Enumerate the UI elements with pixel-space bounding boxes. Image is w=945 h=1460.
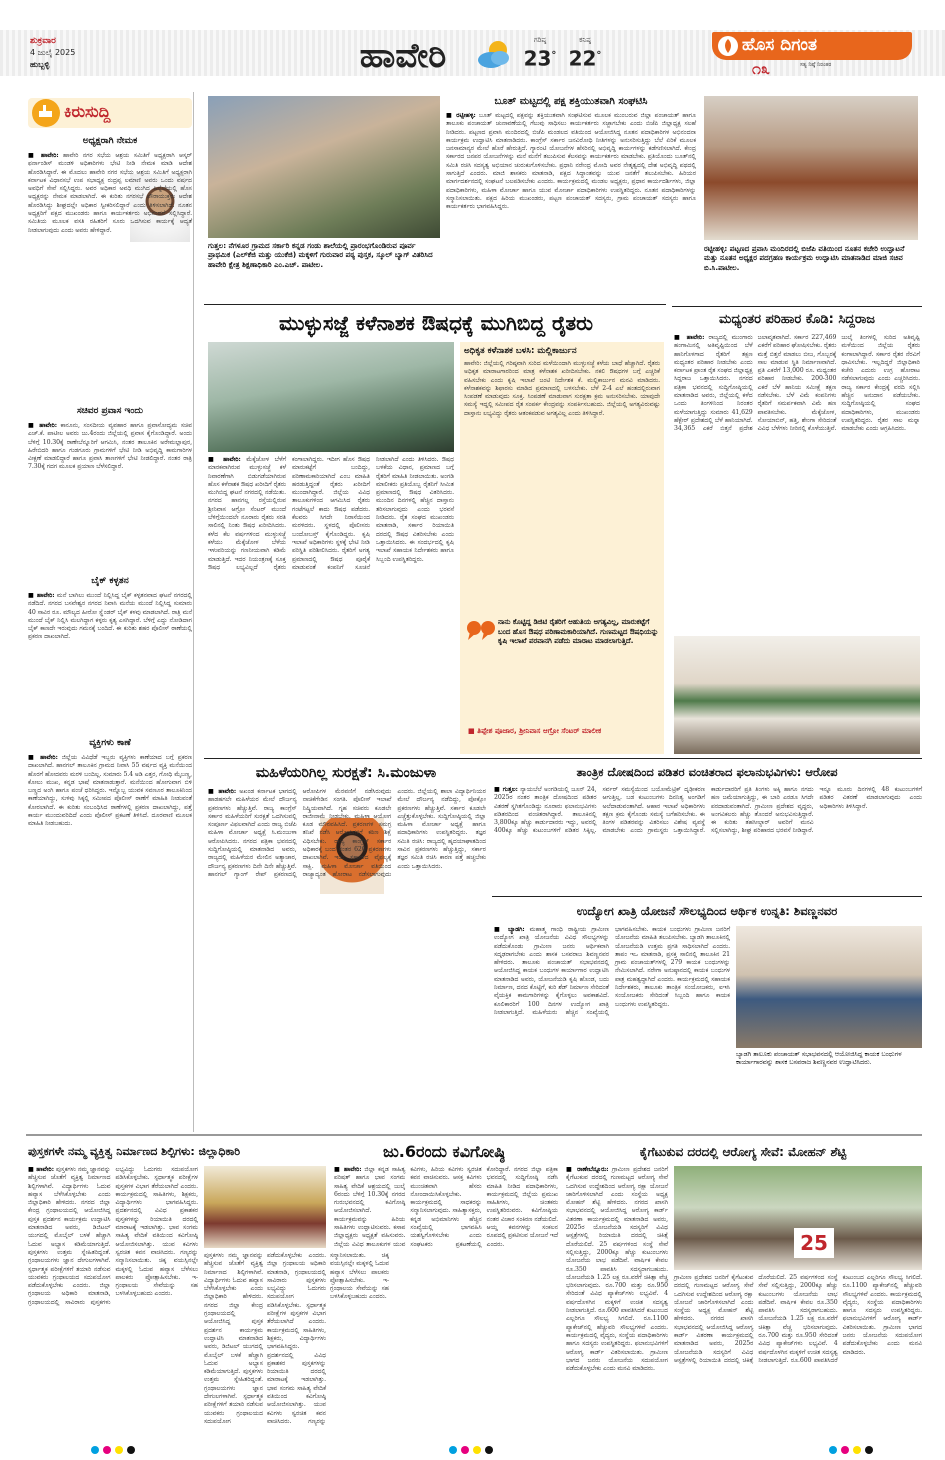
registration-marks-left xyxy=(90,1440,140,1450)
quote-attribution: ■ ತಿಪ್ಪೇಶ ಪೂಜಾರ, ಶ್ರೀನಿವಾಸ ಆಗ್ರೋ ಸೆಂಟರ್ ಮಾಲೀಕ xyxy=(468,726,602,735)
bjp-event-photo xyxy=(704,96,918,240)
manjula-text: ಅಖಂಡ ಕರ್ನಾಟಕ ಭಾಗದಲ್ಲಿ ಹಾಡಹಗಲೇ ಮಹಿಳೆಯರ ಮೇಲೆ ದೌರ್ಜನ್ಯ ಪ್ರಕರಣಗಳು ಹೆಚ್ಚುತ್ತಿವೆ. ರಾಜ್ಯ ಕಾಂಗ್ರೆಸ್ ಸರ್ಕಾರ ಮಹಿಳೆಯರಿಗೆ ಸುರಕ್ಷತೆ ಒದಗಿಸುವಲ್ಲಿ ಸಂಪೂರ್ಣ ವಿಫಲವಾಗಿದೆ ಎಂದು ರಾಜ್ಯ ಬಿಜೆಪಿ ಮಹಿಳಾ ಮೋರ್ಚಾ ಅಧ್ಯಕ್ಷೆ ಸಿ.ಮಂಜುಳಾ ಆರೋಪಿಸಿದರು. ನಗರದ ಪತ್ರಿಕಾ ಭವನದಲ್ಲಿ ಸುದ್ದಿಗೋಷ್ಠಿಯಲ್ಲಿ ಮಾತನಾಡಿದ ಅವರು, ರಾಜ್ಯದಲ್ಲಿ ಮಹಿಳೆಯರ ಮೇಲಿನ ಅತ್ಯಾಚಾರ, ದೌರ್ಜನ್ಯ ಪ್ರಕರಣಗಳು ದಿನೇ ದಿನೇ ಹೆಚ್ಚುತ್ತಿವೆ. ಹಾನಗಲ್ ಗ್ಯಾಂಗ್ ರೇಪ್ ಪ್ರಕರಣದಲ್ಲಿ ಆರೋಪಿಗಳ ಮೆರವಣಿಗೆ ನಡೆಸಿರುವುದು ನಾಚಿಕೆಗೇಡಿನ ಸಂಗತಿ. ಪೊಲೀಸ್ ಇಲಾಖೆ ನಿಷ್ಕ್ರಿಯವಾಗಿದೆ. ಗೃಹ ಸಚಿವರು ಕೂಡಲೇ ರಾಜೀನಾಮೆ ನೀಡಬೇಕು. ಮಹಿಳಾ ಆಯೋಗ ಕೂಡ ಮೌನವಹಿಸಿದೆ. ಪ್ರಕರಣಗಳ ಸಮಗ್ರ ತನಿಖೆ ನಡೆಸಿ ಆರೋಪಿಗಳಿಗೆ ಕಠಿಣ ಶಿಕ್ಷೆ ವಿಧಿಸಬೇಕು. ರಾಜ್ಯ ಕಾಂಗ್ರೆಸ್ ಸರ್ಕಾರ ಅಧಿಕಾರಕ್ಕೆ ಬಂದ ನಂತರ 620 ಪ್ರಕರಣಗಳು ದಾಖಲಾಗಿವೆ. ಇದು ಸರ್ಕಾರದ ವೈಫಲ್ಯಕ್ಕೆ ಸಾಕ್ಷಿ. ಮಹಿಳಾ ಮೋರ್ಚಾ ವತಿಯಿಂದ ರಾಜ್ಯಾದ್ಯಂತ ಹೋರಾಟ ನಡೆಸಲಾಗುವುದು ಎಂದರು. ಜಿಲ್ಲೆಯಲ್ಲಿ ಶಾಲಾ ವಿದ್ಯಾರ್ಥಿನಿಯರ ಮೇಲೆ ದೌರ್ಜನ್ಯ ನಡೆದಿದ್ದು, ಪೋಕ್ಸೋ ಪ್ರಕರಣಗಳು ಹೆಚ್ಚುತ್ತಿವೆ. ಸರ್ಕಾರ ಕೂಡಲೇ ಎಚ್ಚೆತ್ತುಕೊಳ್ಳಬೇಕು. ಸುದ್ದಿಗೋಷ್ಠಿಯಲ್ಲಿ ಜಿಲ್ಲಾ ಮಹಿಳಾ ಮೋರ್ಚಾ ಅಧ್ಯಕ್ಷೆ ಹಾಗೂ ಪದಾಧಿಕಾರಿಗಳು ಉಪಸ್ಥಿತರಿದ್ದರು. ತಜ್ಞರ ಸಮಿತಿ ರಚಿಸಿ: ರಾಜ್ಯದಲ್ಲಿ ಹೃದಯಾಘಾತದಿಂದ ಸಾವಿನ ಪ್ರಕರಣಗಳು ಹೆಚ್ಚುತ್ತಿದ್ದು, ಸರ್ಕಾರ ತಜ್ಞರ ಸಮಿತಿ ರಚಿಸಿ ಕಾರಣ ಪತ್ತೆ ಹಚ್ಚಬೇಕು ಎಂದು ಒತ್ತಾಯಿಸಿದರು. xyxy=(208,788,486,878)
masthead-date-box xyxy=(30,36,150,86)
books-body-left xyxy=(28,1166,198,1432)
siddaraj-dateline: ■ ಹಾವೇರಿ: xyxy=(674,334,705,341)
school-photo-caption: ಗುತ್ತಲ: ನೆಗಳೂರ ಗ್ರಾಮದ ಸರ್ಕಾರಿ ಕನ್ನಡ ಗಂಡು ಶಾಲೆಯಲ್ಲಿ ಪ್ರಾರಂಭಗೊಂಡಿರುವ ಪೂರ್ವ ಪ್ರಾಥಮಿಕ (ಎಲ್‌ಕೆಜಿ ಮತ್ತು ಯುಕೆಜಿ) ಮಕ್ಕಳಿಗೆ ಗುರುವಾರ ಪಠ್ಯ ಪುಸ್ತಕ, ಸ್ಕೂಲ್ ಬ್ಯಾಗ್ ವಿತರಿಸಿದ ಹಾವೇರಿ ಕ್ಷೇತ್ರ ಶಿಕ್ಷಣಾಧಿಕಾರಿ ಎಂ.ಎಚ್. ಪಾಟೀಲ. xyxy=(208,241,433,269)
siddaraj-body xyxy=(674,334,920,630)
booth-headline: ಬೂತ್ ಮಟ್ಟದಲ್ಲಿ ಪಕ್ಷ ಶಕ್ತಿಯುತವಾಗಿ ಸಂಘಟಿಸಿ xyxy=(494,96,648,107)
registration-marks-center xyxy=(448,1440,498,1450)
brand-logo-icon xyxy=(718,36,738,56)
dateline-1: ■ ಹಾವೇರಿ: xyxy=(28,152,59,159)
farmers-headline: ಮುಳ್ಳುಸಜ್ಜೆ ಕಳೆನಾಶಕ ಔಷಧಕ್ಕೆ ಮುಗಿಬಿದ್ದ ರೈತರು xyxy=(278,311,594,335)
sidebar-body: ಹಾವೇರಿ: ಜಿಲ್ಲೆಯಲ್ಲಿ ಗರಿಷ್ಠವಾಗಿ ಸುರಿದ ಮಳೆಯಿಂದಾಗಿ ಮುಳ್ಳುಸಜ್ಜೆ ಕಳೆಯ ಬಾಧೆ ಹೆಚ್ಚಾಗಿದೆ. ರೈತರು ಅಧಿಕೃತ ಮಾರಾಟಗಾರರಿಂದ ಮಾತ್ರ ಕಳೆನಾಶಕ ಖರೀದಿಸಬೇಕು. ನಕಲಿ ಔಷಧಗಳ ಬಗ್ಗೆ ಎಚ್ಚರಿಕೆ ವಹಿಸಬೇಕು ಎಂದು ಕೃಷಿ ಇಲಾಖೆ ಜಂಟಿ ನಿರ್ದೇಶಕ ಕೆ. ಮಲ್ಲಿಕಾರ್ಜುನ ಮನವಿ ಮಾಡಿದರು. ಕಳೆನಾಶಕವನ್ನು ಶಿಫಾರಸು ಮಾಡಿದ ಪ್ರಮಾಣದಲ್ಲಿ ಬಳಸಬೇಕು. ಬೆಳೆ 2-4 ಎಲೆ ಹಂತದಲ್ಲಿರುವಾಗ ಸಿಂಪಡಣೆ ಮಾಡುವುದು ಸೂಕ್ತ. ಸಿಂಪಡಣೆ ಮಾಡುವಾಗ ಸುರಕ್ಷತಾ ಕ್ರಮ ಅನುಸರಿಸಬೇಕು. ಯಾವುದೇ ಸಮಸ್ಯೆ ಇದ್ದಲ್ಲಿ ಸಮೀಪದ ರೈತ ಸಂಪರ್ಕ ಕೇಂದ್ರವನ್ನು ಸಂಪರ್ಕಿಸಬಹುದು. ಜಿಲ್ಲೆಯಲ್ಲಿ ಅಗತ್ಯವಿರುವಷ್ಟು ದಾಸ್ತಾನು ಲಭ್ಯವಿದ್ದು ರೈತರು ಆತಂಕಪಡುವ ಅಗತ್ಯವಿಲ್ಲ ಎಂದು ತಿಳಿಸಿದ್ದಾರೆ. xyxy=(464,360,660,417)
books-text: ಪುಸ್ತಕಗಳು ನಮ್ಮ ಜ್ಞಾನವನ್ನು ಹೆಚ್ಚಿಸುವ ಜೊತೆಗೆ ವ್ಯಕ್ತಿತ್ವ ನಿರ್ಮಾಣದ ಶಿಲ್ಪಿಗಳಾಗಿವೆ. ವಿದ್ಯಾರ್ಥಿಗಳು ಓದುವ ಹವ್ಯಾಸ ಬೆಳೆಸಿಕೊಳ್ಳಬೇಕು ಎಂದು ಜಿಲ್ಲಾಧಿಕಾರಿ ಹೇಳಿದರು. ನಗರದ ಜಿಲ್ಲಾ ಕೇಂದ್ರ ಗ್ರಂಥಾಲಯದಲ್ಲಿ ಆಯೋಜಿಸಿದ್ದ ಪುಸ್ತಕ ಪ್ರದರ್ಶನ ಕಾರ್ಯಕ್ರಮ ಉದ್ಘಾಟಿಸಿ ಮಾತನಾಡಿದ ಅವರು, ಡಿಜಿಟಲ್ ಯುಗದಲ್ಲಿ ಮೊಬೈಲ್ ಬಳಕೆ ಹೆಚ್ಚಾಗಿ ಓದುವ ಅಭ್ಯಾಸ ಕಡಿಮೆಯಾಗುತ್ತಿದೆ. ಪುಸ್ತಕಗಳು ಉತ್ತಮ ಸ್ನೇಹಿತರಿದ್ದಂತೆ. ಗ್ರಂಥಾಲಯಗಳು ಜ್ಞಾನ ದೇಗುಲಗಳಾಗಿವೆ. ಸ್ಪರ್ಧಾತ್ಮಕ ಪರೀಕ್ಷೆಗಳಿಗೆ ತಯಾರಿ ನಡೆಸುವ ಯುವಕರು ಗ್ರಂಥಾಲಯದ ಸದುಪಯೋಗ ಪಡೆದುಕೊಳ್ಳಬೇಕು ಎಂದರು. ಜಿಲ್ಲಾ ಗ್ರಂಥಾಲಯ ಅಧಿಕಾರಿ ಮಾತನಾಡಿ, ಗ್ರಂಥಾಲಯದಲ್ಲಿ ಸಾವಿರಾರು ಪುಸ್ತಕಗಳು ಲಭ್ಯವಿದ್ದು ಓದುಗರು ಸದುಪಯೋಗ ಪಡಿಸಿಕೊಳ್ಳಬೇಕು. ಸ್ಪರ್ಧಾತ್ಮಕ ಪರೀಕ್ಷೆಗಳ ಪುಸ್ತಕಗಳ ವಿಭಾಗ ತೆರೆಯಲಾಗಿದೆ ಎಂದರು. ಕಾರ್ಯಕ್ರಮದಲ್ಲಿ ಸಾಹಿತಿಗಳು, ಶಿಕ್ಷಕರು, ವಿದ್ಯಾರ್ಥಿಗಳು ಭಾಗವಹಿಸಿದ್ದರು. ಪ್ರದರ್ಶನದಲ್ಲಿ ವಿವಿಧ ಪ್ರಕಾಶಕರ ಪುಸ್ತಕಗಳನ್ನು ರಿಯಾಯಿತಿ ದರದಲ್ಲಿ ಮಾರಾಟಕ್ಕೆ ಇಡಲಾಗಿತ್ತು. ಭಾವ ಸಂಗಮ ಸಾಹಿತ್ಯ ವೇದಿಕೆ ವತಿಯಿಂದ ಕವಿಗೋಷ್ಠಿ ಆಯೋಜಿಸಲಾಗಿತ್ತು. ಯುವ ಕವಿಗಳು ಸ್ವರಚಿತ ಕವನ ವಾಚಿಸಿದರು. ಗಣ್ಯರನ್ನು ಸನ್ಮಾನಿಸಲಾಯಿತು. ಚಿಕ್ಕ ವಯಸ್ಸಿನಲ್ಲೇ ಮಕ್ಕಳಲ್ಲಿ ಓದುವ ಹವ್ಯಾಸ ಬೆಳೆಸಲು ಪಾಲಕರು ಪ್ರೋತ್ಸಾಹಿಸಬೇಕು. ಇ-ಗ್ರಂಥಾಲಯ ಸೇವೆಯನ್ನು ಸಹ ಬಳಸಿಕೊಳ್ಳಬಹುದು ಎಂದರು. xyxy=(28,1166,198,1306)
udyoga-body xyxy=(494,926,730,1132)
brand-tagline: ಸತ್ಯ ನಿಷ್ಠೆ ನಿರಂತರ xyxy=(800,62,832,68)
weekday: ಶುಕ್ರವಾರ xyxy=(30,36,56,46)
divider-4 xyxy=(26,1134,922,1136)
kavigoshti-dateline: ■ ಹಾವೇರಿ: xyxy=(334,1166,362,1173)
udyoga-dateline: ■ ಬ್ಯಾಡಗಿ: xyxy=(494,926,525,933)
divider-2 xyxy=(204,758,922,759)
max-value: 23 xyxy=(523,46,552,71)
udyoga-headline: ಉದ್ಯೋಗ ಖಾತ್ರಿ ಯೋಜನೆ ಸೌಲಭ್ಯದಿಂದ ಆರ್ಥಿಕ ಉನ್ನತಿ: ಶಿವಣ್ಣನವರ xyxy=(576,904,838,918)
manjula-dateline: ■ ಹಾವೇರಿ: xyxy=(208,788,237,795)
udyoga-photo-caption: ಬ್ಯಾಡಗಿ ತಾಲೂಕು ಪಂಚಾಯತ್ ಸಭಾಭವನದಲ್ಲಿ ಆಯೋಜಿಸಿದ್ದ ಕಾಯಕ ಬಂಧುಗಳ ಕಾರ್ಯಾಗಾರವನ್ನು ಶಾಸಕ ಬಸವರಾಜ ಶಿವಣ್ಣನವರ ಉದ್ಘಾಟಿಸಿದರು. xyxy=(736,1050,902,1067)
mohan-body-right: ಗ್ರಾಮೀಣ ಪ್ರದೇಶದ ಜನರಿಗೆ ಕೈಗೆಟುಕುವ ದರದಲ್ಲಿ ಗುಣಮಟ್ಟದ ಆರೋಗ್ಯ ಸೇವೆ ಒದಗಿಸುವ ಉದ್ದೇಶದಿಂದ ಆರೋಗ್ಯ ರಕ್ಷಾ ಯೋಜನೆ ಜಾರಿಗೊಳಿಸಲಾಗಿದೆ ಎಂದು ಸಂಸ್ಥೆಯ ಅಧ್ಯಕ್ಷ ಮೋಹನ್ ಶೆಟ್ಟಿ ಹೇಳಿದರು. ನಗರದ ಖಾಸಗಿ ಸಭಾಭವನದಲ್ಲಿ ಆಯೋಜಿಸಿದ್ದ ಆರೋಗ್ಯ ಕಾರ್ಡ್ ವಿತರಣಾ ಕಾರ್ಯಕ್ರಮದಲ್ಲಿ ಮಾತನಾಡಿದ ಅವರು, 2025ರ ಯೋಜನೆಯಡಿ ಸದಸ್ಯರಿಗೆ ವಿವಿಧ ಆಸ್ಪತ್ರೆಗಳಲ್ಲಿ ರಿಯಾಯಿತಿ ದರದಲ್ಲಿ ಚಿಕಿತ್ಸೆ ದೊರೆಯಲಿದೆ. 25 ವರ್ಷಗಳಿಂದ ಸಂಸ್ಥೆ ಸೇವೆ ಸಲ್ಲಿಸುತ್ತಿದ್ದು, 2000ಕ್ಕೂ ಹೆಚ್ಚು ಕುಟುಂಬಗಳು ಯೋಜನೆಯ ಲಾಭ ಪಡೆದಿವೆ. ವಾರ್ಷಿಕ ಕೇವಲ ರೂ.350 ಪಾವತಿಸಿ ಸದಸ್ಯರಾಗಬಹುದು. ಯೋಜನೆಯಡಿ 1.25 ಲಕ್ಷ ರೂ.ವರೆಗೆ ಚಿಕಿತ್ಸಾ ವೆಚ್ಚ ಭರಿಸಲಾಗುವುದು. ರೂ.700 ಮತ್ತು ರೂ.950 ಸೇರಿದಂತೆ ವಿವಿಧ ಪ್ಯಾಕೇಜ್‌ಗಳು ಲಭ್ಯವಿವೆ. 4 ವರ್ಷದೊಳಗಿನ ಮಕ್ಕಳಿಗೆ ಉಚಿತ ಸದಸ್ಯತ್ವ ನೀಡಲಾಗುತ್ತಿದೆ. ರೂ.600 ಪಾವತಿಸಿದರೆ ಕುಟುಂಬದ ಎಲ್ಲರಿಗೂ ಸೌಲಭ್ಯ ಸಿಗಲಿದೆ. ರೂ.1100 ಪ್ಯಾಕೇಜ್‌ನಲ್ಲಿ ಹೆಚ್ಚುವರಿ ಸೌಲಭ್ಯಗಳಿವೆ ಎಂದರು. ಕಾರ್ಯಕ್ರಮದಲ್ಲಿ ವೈದ್ಯರು, ಸಂಸ್ಥೆಯ ಪದಾಧಿಕಾರಿಗಳು ಹಾಗೂ ಸದಸ್ಯರು ಉಪಸ್ಥಿತರಿದ್ದರು. ಫಲಾನುಭವಿಗಳಿಗೆ ಆರೋಗ್ಯ ಕಾರ್ಡ್ ವಿತರಿಸಲಾಯಿತು. ಗ್ರಾಮೀಣ ಭಾಗದ ಜನರು ಯೋಜನೆಯ ಸದುಪಯೋಗ ಪಡೆದುಕೊಳ್ಳಬೇಕು ಎಂದು ಮನವಿ ಮಾಡಿದರು. xyxy=(674,1274,922,1364)
news-body-1 xyxy=(28,152,192,400)
books-dateline: ■ ಹಾವೇರಿ: xyxy=(28,1166,54,1173)
max-label: ಗರಿಷ್ಠ xyxy=(533,36,547,44)
kavigoshti-body xyxy=(334,1166,558,1432)
news-text-2: ಕಾನೂನು, ಸಂಸದೀಯ ವ್ಯವಹಾರ ಹಾಗೂ ಪ್ರವಾಸೋದ್ಯಮ ಸಚಿವ ಎಚ್.ಕೆ. ಪಾಟೀಲ ಅವರು ಜು.4ರಂದು ಜಿಲ್ಲೆಯಲ್ಲಿ ಪ್ರವಾಸ ಕೈಗೊಂಡಿದ್ದಾರೆ. ಅಂದು ಬೆಳಿಗ್ಗೆ 10.30ಕ್ಕೆ ರಾಣೇಬೆನ್ನೂರಿಗೆ ಆಗಮಿಸಿ, ನಂತರ ತಾಲೂಕಿನ ಅರೇಮಲ್ಲಾಪುರ, ಹಿರೇಬಿದರಿ ಹಾಗೂ ಗುಡಗೂರು ಗ್ರಾಮಗಳಿಗೆ ಭೇಟಿ ನೀಡಿ ಅಭಿವೃದ್ಧಿ ಕಾಮಗಾರಿಗಳ ವೀಕ್ಷಣೆ ಮಾಡಲಿದ್ದಾರೆ ಹಾಗೂ ಪ್ರವಾಸಿ ತಾಣಗಳಿಗೆ ಭೇಟಿ ನೀಡಲಿದ್ದಾರೆ. ನಂತರ ರಾತ್ರಿ 7.30ಕ್ಕೆ ಗದಗ ಮೂಲಕ ಪ್ರಯಾಣ ಬೆಳೆಸಲಿದ್ದಾರೆ. xyxy=(28,422,192,471)
mohan-body-left xyxy=(566,1166,668,1432)
school-children-photo xyxy=(208,96,440,238)
max-deg: ° xyxy=(551,50,557,61)
news-body-2 xyxy=(28,422,192,562)
manjula-body xyxy=(208,788,486,1132)
bjp-photo-caption: ರಟ್ಟೀಹಳ್ಳಿ: ಪಟ್ಟಣದ ಪ್ರವಾಸಿ ಮಂದಿರದಲ್ಲಿ ಬಿಜೆಪಿ ವತಿಯಿಂದ ನೂತನ ಕಚೇರಿ ಉದ್ಘಾಟನೆ ಮತ್ತು ನೂತನ ಅಧ್ಯಕ್ಷರ ಪದಗ್ರಹಣ ಕಾರ್ಯಕ್ರಮ ಉದ್ಘಾಟಿಸಿ ಮಾತನಾಡಿದ ಮಾಜಿ ಸಚಿವ ಬಿ.ಸಿ.ಪಾಟೀಲ. xyxy=(704,244,905,272)
manjula-headline: ಮಹಿಳೆಯರಿಗಿಲ್ಲ ಸುರಕ್ಷತೆ: ಸಿ.ಮಂಜುಳಾ xyxy=(255,765,437,781)
min-deg: ° xyxy=(596,50,602,61)
farmers-body xyxy=(208,456,454,754)
news-title-4: ವ್ಯಕ್ತಿಗಳು ಕಾಣೆ xyxy=(89,738,131,748)
news-title-3: ಬೈಕ್ ಕಳ್ಳತನ xyxy=(91,576,129,586)
booth-text: ಬೂತ್ ಮಟ್ಟದಲ್ಲಿ ಪಕ್ಷವನ್ನು ಶಕ್ತಿಯುತವಾಗಿ ಸಂಘಟಿಸುವ ಮೂಲಕ ಮುಂಬರುವ ಜಿಲ್ಲಾ ಪಂಚಾಯತ್ ಹಾಗೂ ತಾಲೂಕು ಪಂಚಾಯತ್ ಚುನಾವಣೆಯಲ್ಲಿ ಗೆಲುವು ಸಾಧಿಸಲು ಕಾರ್ಯಕರ್ತರು ಸಜ್ಜಾಗಬೇಕು ಎಂದು ಬಿಜೆಪಿ ಜಿಲ್ಲಾಧ್ಯಕ್ಷ ಸಲಹೆ ನೀಡಿದರು. ಪಟ್ಟಣದ ಪ್ರವಾಸಿ ಮಂದಿರದಲ್ಲಿ ಬಿಜೆಪಿ ಮಂಡಲದ ವತಿಯಿಂದ ಆಯೋಜಿಸಿದ್ದ ನೂತನ ಪದಾಧಿಕಾರಿಗಳ ಅಭಿನಂದನಾ ಕಾರ್ಯಕ್ರಮ ಉದ್ಘಾಟಿಸಿ ಮಾತನಾಡಿದರು. ಕಾಂಗ್ರೆಸ್ ಸರ್ಕಾರ ಜನವಿರೋಧಿ ನೀತಿಗಳನ್ನು ಅನುಸರಿಸುತ್ತಿದ್ದು ಬೆಲೆ ಏರಿಕೆ ಮೂಲಕ ಜನಸಾಮಾನ್ಯರ ಮೇಲೆ ಹೊರೆ ಹೇರುತ್ತಿದೆ. ಗ್ಯಾರಂಟಿ ಯೋಜನೆಗಳ ಹೆಸರಿನಲ್ಲಿ ಅಭಿವೃದ್ಧಿ ಕಾರ್ಯಗಳನ್ನು ಕಡೆಗಣಿಸಲಾಗಿದೆ. ಕೇಂದ್ರ ಸರ್ಕಾರದ ಜನಪರ ಯೋಜನೆಗಳನ್ನು ಮನೆ ಮನೆಗೆ ತಲುಪಿಸುವ ಕೆಲಸವನ್ನು ಕಾರ್ಯಕರ್ತರು ಮಾಡಬೇಕು. ಪ್ರತಿಯೊಂದು ಬೂತ್‌ನಲ್ಲಿ ಸಮಿತಿ ರಚಿಸಿ ಸದಸ್ಯತ್ವ ಅಭಿಯಾನ ಚುರುಕುಗೊಳಿಸಬೇಕು. ಪ್ರಧಾನಿ ನರೇಂದ್ರ ಮೋದಿ ಅವರ ನೇತೃತ್ವದಲ್ಲಿ ದೇಶ ಅಭಿವೃದ್ಧಿ ಪಥದಲ್ಲಿ ಸಾಗುತ್ತಿದೆ ಎಂದರು. ಮಾಜಿ ಶಾಸಕರು ಮಾತನಾಡಿ, ಪಕ್ಷದ ಸಿದ್ಧಾಂತವನ್ನು ಯುವ ಜನತೆಗೆ ತಲುಪಿಸಬೇಕು. ಹಿರಿಯರ ಮಾರ್ಗದರ್ಶನದಲ್ಲಿ ಸಂಘಟನೆ ಬಲಪಡಿಸಬೇಕು ಎಂದರು. ಕಾರ್ಯಕ್ರಮದಲ್ಲಿ ಮಂಡಲ ಅಧ್ಯಕ್ಷರು, ಪ್ರಧಾನ ಕಾರ್ಯದರ್ಶಿಗಳು, ಜಿಲ್ಲಾ ಪದಾಧಿಕಾರಿಗಳು, ಮಹಿಳಾ ಮೋರ್ಚಾ ಹಾಗೂ ಯುವ ಮೋರ್ಚಾ ಪದಾಧಿಕಾರಿಗಳು ಉಪಸ್ಥಿತರಿದ್ದರು. ನೂತನ ಪದಾಧಿಕಾರಿಗಳನ್ನು ಸನ್ಮಾನಿಸಲಾಯಿತು. ಪಕ್ಷದ ಹಿರಿಯ ಮುಖಂಡರು, ಪಟ್ಟಣ ಪಂಚಾಯತ್ ಸದಸ್ಯರು, ಗ್ರಾಮ ಪಂಚಾಯತ್ ಸದಸ್ಯರು ಹಾಗೂ ಕಾರ್ಯಕರ್ತರು ಭಾಗವಹಿಸಿದ್ದರು. xyxy=(446,112,696,211)
siddaraj-text: ರಾಜ್ಯದಲ್ಲಿ ಮುಂಗಾರು ಹಂಗಾಮಿನಲ್ಲಿ ಅತಿವೃಷ್ಟಿಯಿಂದ ಬೆಳೆ ಹಾನಿಗೊಳಗಾದ ರೈತರಿಗೆ ತಕ್ಷಣ ಮಧ್ಯಂತರ ಪರಿಹಾರ ನೀಡಬೇಕು ಎಂದು ಕರ್ನಾಟಕ ಪ್ರಾಂತ ರೈತ ಸಂಘದ ಜಿಲ್ಲಾಧ್ಯಕ್ಷ ಸಿದ್ದರಾಜ ಒತ್ತಾಯಿಸಿದರು. ನಗರದ ಪತ್ರಿಕಾ ಭವನದಲ್ಲಿ ಸುದ್ದಿಗೋಷ್ಠಿಯಲ್ಲಿ ಮಾತನಾಡಿದ ಅವರು, ಜಿಲ್ಲೆಯಲ್ಲಿ ಕಳೆದ ಒಂದು ತಿಂಗಳಿನಿಂದ ನಿರಂತರ ಮಳೆಯಾಗುತ್ತಿದ್ದು ಸುಮಾರು 41,629 ಹೆಕ್ಟೇರ್ ಪ್ರದೇಶದಲ್ಲಿ ಬೆಳೆ ಹಾನಿಯಾಗಿದೆ. 34,365 ಎಕರೆ ಬಿತ್ತನೆ ಪ್ರದೇಶ ಜಲಾವೃತವಾಗಿದೆ. ಸರ್ಕಾರ 227,469 ಎಕರೆಗೆ ಪರಿಹಾರ ಘೋಷಿಸಬೇಕು. ರೈತರು ಮತ್ತೆ ಬಿತ್ತನೆ ಮಾಡಲು ಬೀಜ, ಗೊಬ್ಬರಕ್ಕೆ ಸಾಲ ಮಾಡುವ ಸ್ಥಿತಿ ನಿರ್ಮಾಣವಾಗಿದೆ. ಪ್ರತಿ ಎಕರೆಗೆ 13,000 ರೂ. ಮಧ್ಯಂತರ ಪರಿಹಾರ ನೀಡಬೇಕು. 200-300 ಎಕರೆ ಬೆಳೆ ಹಾನಿಯ ಸಮೀಕ್ಷೆ ತಕ್ಷಣ ನಡೆಸಬೇಕು. ಬೆಳೆ ವಿಮೆ ಕಂಪನಿಗಳು ರೈತರಿಗೆ ಸಮರ್ಪಕವಾಗಿ ವಿಮೆ ಹಣ ಪಾವತಿಸಬೇಕು. ಮೆಕ್ಕೆಜೋಳ, ಸೋಯಾಬಿನ್, ಹತ್ತಿ, ಶೇಂಗಾ ಸೇರಿದಂತೆ ವಿವಿಧ ಬೆಳೆಗಳು ನೀರಿನಲ್ಲಿ ಕೊಳೆಯುತ್ತಿವೆ. ಜುಲೈ ತಿಂಗಳಲ್ಲಿ ಸುರಿದ ಅತಿವೃಷ್ಟಿ ಮಳೆಯಿಂದ ಜಿಲ್ಲೆಯ ರೈತರು ಕಂಗಾಲಾಗಿದ್ದಾರೆ. ಸರ್ಕಾರ ರೈತರ ನೆರವಿಗೆ ಧಾವಿಸಬೇಕು. ಇಲ್ಲದಿದ್ದರೆ ಜಿಲ್ಲಾಧಿಕಾರಿ ಕಚೇರಿ ಎದುರು ಉಗ್ರ ಹೋರಾಟ ನಡೆಸಲಾಗುವುದು ಎಂದು ಎಚ್ಚರಿಸಿದರು. ರಾಜ್ಯ ಸರ್ಕಾರ ಕೇಂದ್ರಕ್ಕೆ ವರದಿ ಸಲ್ಲಿಸಿ ಹೆಚ್ಚಿನ ಅನುದಾನ ಪಡೆಯಬೇಕು. ಸುದ್ದಿಗೋಷ್ಠಿಯಲ್ಲಿ ಸಂಘದ ಪದಾಧಿಕಾರಿಗಳು, ಮುಖಂಡರು ಉಪಸ್ಥಿತರಿದ್ದರು. ರೈತರ ಸಾಲ ಮನ್ನಾ ಮಾಡಬೇಕು ಎಂದು ಆಗ್ರಹಿಸಿದರು. xyxy=(674,334,920,433)
brand-name: ಹೊಸ ದಿಗಂತ xyxy=(742,35,817,55)
health-card-event-photo xyxy=(674,1166,922,1270)
date: 4 ಜುಲೈ 2025 xyxy=(30,48,76,57)
kavigoshti-headline: ಜು.6ರಂದು ಕವಿಗೋಷ್ಠಿ xyxy=(382,1142,506,1161)
min-label: ಕನಿಷ್ಠ xyxy=(579,36,591,44)
sidebar-title: ಅಧಿಕೃತ ಕಳೆನಾಶಕ ಬಳಸಿ: ಮಲ್ಲಿಕಾರ್ಜುನ xyxy=(464,346,577,356)
quote-mark-icon xyxy=(466,618,496,642)
news-text-4: ಜಿಲ್ಲೆಯ ವಿವಿಧೆಡೆ ಇಬ್ಬರು ವ್ಯಕ್ತಿಗಳು ಕಾಣೆಯಾದ ಬಗ್ಗೆ ಪ್ರಕರಣ ದಾಖಲಾಗಿದೆ. ಹಾನಗಲ್ ತಾಲೂಕಿನ ಗ್ರಾಮದ ನಿವಾಸಿ 55 ವರ್ಷದ ವ್ಯಕ್ತಿ ಮನೆಯಿಂದ ಹೊರಗೆ ಹೋದವರು ಮರಳಿ ಬಂದಿಲ್ಲ. ಸುಮಾರು 5.4 ಅಡಿ ಎತ್ತರ, ಗೋಧಿ ಮೈಬಣ್ಣ, ಕೋಲು ಮುಖ, ಕನ್ನಡ ಭಾಷೆ ಮಾತನಾಡುತ್ತಾರೆ. ಮನೆಯಿಂದ ಹೋಗುವಾಗ ಬಿಳಿ ಬಣ್ಣದ ಅಂಗಿ ಹಾಗೂ ಪಂಚೆ ಧರಿಸಿದ್ದರು. ಇನ್ನೊಬ್ಬ ಯುವಕ ಸವಣೂರ ತಾಲೂಕಿನಿಂದ ಕಾಣೆಯಾಗಿದ್ದು, ಸುಳಿವು ಸಿಕ್ಕಲ್ಲಿ ಸಮೀಪದ ಪೊಲೀಸ್ ಠಾಣೆಗೆ ಮಾಹಿತಿ ನೀಡುವಂತೆ ಕೋರಲಾಗಿದೆ. ಈ ಕುರಿತು ಸಂಬಂಧಿಸಿದ ಠಾಣೆಗಳಲ್ಲಿ ಪ್ರಕರಣ ದಾಖಲಾಗಿದ್ದು, ಪತ್ತೆ ಕಾರ್ಯ ಮುಂದುವರಿದಿದೆ ಎಂದು ಪೊಲೀಸ್ ಪ್ರಕಟಣೆ ತಿಳಿಸಿದೆ. ದೂರವಾಣಿ ಮೂಲಕ ಮಾಹಿತಿ ನೀಡಬಹುದು. xyxy=(28,754,192,828)
city-title: ಹಾವೇರಿ xyxy=(359,36,447,76)
booth-body xyxy=(446,112,696,300)
edition: ಹುಬ್ಬಳ್ಳಿ xyxy=(30,60,50,69)
kirusuddi-column xyxy=(26,92,194,1132)
press-meet-photo xyxy=(674,636,920,754)
dateline-4: ■ ಹಾವೇರಿ: xyxy=(28,754,58,761)
udyoga-workshop-photo xyxy=(736,926,922,1048)
booth-dateline: ■ ರಟ್ಟೀಹಳ್ಳಿ: xyxy=(446,112,476,119)
kavigoshti-text: ಜಿಲ್ಲಾ ಕನ್ನಡ ಸಾಹಿತ್ಯ ಪರಿಷತ್ ಹಾಗೂ ಭಾವ ಸಂಗಮ ಸಾಹಿತ್ಯ ವೇದಿಕೆ ಆಶ್ರಯದಲ್ಲಿ ಜುಲೈ 6ರಂದು ಬೆಳಿಗ್ಗೆ 10.30ಕ್ಕೆ ನಗರದ ಗುರುಭವನದಲ್ಲಿ ಕವಿಗೋಷ್ಠಿ ಆಯೋಜಿಸಲಾಗಿದೆ. ಕಾರ್ಯಕ್ರಮವನ್ನು ಹಿರಿಯ ಸಾಹಿತಿಗಳು ಉದ್ಘಾಟಿಸುವರು. ಕಸಾಪ ಜಿಲ್ಲಾಧ್ಯಕ್ಷರು ಅಧ್ಯಕ್ಷತೆ ವಹಿಸುವರು. ಜಿಲ್ಲೆಯ ವಿವಿಧ ತಾಲೂಕುಗಳ ಯುವ ಕವಿಗಳು, ಹಿರಿಯ ಕವಿಗಳು ಸ್ವರಚಿತ ಕವನ ವಾಚಿಸುವರು. ಆಸಕ್ತ ಕವಿಗಳು ಮುಂಚಿತವಾಗಿ ಹೆಸರು ನೋಂದಾಯಿಸಿಕೊಳ್ಳಬೇಕು. ಕಾರ್ಯಕ್ರಮದಲ್ಲಿ ಸಾಧಕರನ್ನು ಸನ್ಮಾನಿಸಲಾಗುವುದು. ಸಾಹಿತ್ಯಾಸಕ್ತರು, ಕನ್ನಡ ಅಭಿಮಾನಿಗಳು ಹೆಚ್ಚಿನ ಸಂಖ್ಯೆಯಲ್ಲಿ ಭಾಗವಹಿಸಿ ಯಶಸ್ವಿಗೊಳಿಸಬೇಕು ಎಂದು ಸಂಘಟಕರು ಪ್ರಕಟಣೆಯಲ್ಲಿ ಕೋರಿದ್ದಾರೆ. ನಗರದ ಜಿಲ್ಲಾ ಪತ್ರಿಕಾ ಭವನದಲ್ಲಿ ಸುದ್ದಿಗೋಷ್ಠಿ ನಡೆಸಿ ಮಾಹಿತಿ ನೀಡಿದ ಪದಾಧಿಕಾರಿಗಳು, ಕಾರ್ಯಕ್ರಮದಲ್ಲಿ ಜಿಲ್ಲೆಯ ಪ್ರಮುಖ ಸಾಹಿತಿಗಳು, ಚಿಂತಕರು ಉಪಸ್ಥಿತರಿರುವರು. ಕವಿಗೋಷ್ಠಿಯ ನಂತರ ವಿಚಾರ ಸಂಕಿರಣ ನಡೆಯಲಿದೆ. ಆಯ್ದ ಕವನಗಳನ್ನು ಸಂಕಲನ ರೂಪದಲ್ಲಿ ಪ್ರಕಟಿಸುವ ಯೋಜನೆ ಇದೆ ಎಂದರು. xyxy=(334,1166,558,1248)
ration-body xyxy=(494,786,922,892)
siddaraj-headline: ಮಧ್ಯಂತರ ಪರಿಹಾರ ಕೊಡಿ: ಸಿದ್ದರಾಜ xyxy=(672,306,922,332)
divider-3 xyxy=(492,896,922,897)
news-body-3 xyxy=(28,592,192,726)
dateline-2: ■ ಹಾವೇರಿ: xyxy=(28,422,57,429)
dateline-3: ■ ಹಾವೇರಿ: xyxy=(28,592,55,599)
ration-text: ನ್ಯಾಯಬೆಲೆ ಅಂಗಡಿಯಲ್ಲಿ ಜೂನ್ 24, 2025ರ ನಂತರ ತಾಂತ್ರಿಕ ದೋಷದಿಂದ ಪಡಿತರ ವಿತರಣೆ ಸ್ಥಗಿತಗೊಂಡಿದ್ದು ನೂರಾರು ಫಲಾನುಭವಿಗಳು ಪಡಿತರದಿಂದ ವಂಚಿತರಾಗಿದ್ದಾರೆ. ತಾಲೂಕಿನಲ್ಲಿ 3,800ಕ್ಕೂ ಹೆಚ್ಚು ಕಾರ್ಡುದಾರರು ಇದ್ದು, ಅವರಲ್ಲಿ 400ಕ್ಕೂ ಹೆಚ್ಚು ಕುಟುಂಬಗಳಿಗೆ ಪಡಿತರ ಸಿಕ್ಕಿಲ್ಲ. ಸರ್ವರ್ ಸಮಸ್ಯೆಯಿಂದ ಬಯೋಮೆಟ್ರಿಕ್ ದೃಢೀಕರಣ ಆಗುತ್ತಿಲ್ಲ. ಬಡ ಕುಟುಂಬಗಳು ದಿನನಿತ್ಯ ಅಂಗಡಿಗೆ ಅಲೆದಾಡುವಂತಾಗಿದೆ. ಆಹಾರ ಇಲಾಖೆ ಅಧಿಕಾರಿಗಳು ತಕ್ಷಣ ಕ್ರಮ ಕೈಗೊಂಡು ಸಮಸ್ಯೆ ಬಗೆಹರಿಸಬೇಕು. ಈ ತಿಂಗಳ ಪಡಿತರವನ್ನು ವಿತರಿಸಲು ವಿಶೇಷ ವ್ಯವಸ್ಥೆ ಮಾಡಬೇಕು ಎಂದು ಗ್ರಾಮಸ್ಥರು ಒತ್ತಾಯಿಸಿದ್ದಾರೆ. ಕಾರ್ಡುದಾರರಿಗೆ ಪ್ರತಿ ತಿಂಗಳು ಅಕ್ಕಿ ಹಾಗೂ ನಗದು ಹಣ ಜಮೆಯಾಗುತ್ತಿದ್ದು, ಈ ಬಾರಿ ಎರಡೂ ಸಿಗದೇ ಪರದಾಡುವಂತಾಗಿದೆ. ಗ್ರಾಮೀಣ ಪ್ರದೇಶದ ವೃದ್ಧರು, ಅಂಗವಿಕಲರು ಹೆಚ್ಚು ತೊಂದರೆ ಅನುಭವಿಸುತ್ತಿದ್ದಾರೆ. ಈ ಕುರಿತು ತಹಸೀಲ್ದಾರ್ ಅವರಿಗೆ ಮನವಿ ಸಲ್ಲಿಸಲಾಗಿದ್ದು, ಶೀಘ್ರ ಪರಿಹಾರದ ಭರವಸೆ ನೀಡಿದ್ದಾರೆ. ಇನ್ನೂ ಮೂರು ದಿನಗಳಲ್ಲಿ 48 ಕುಟುಂಬಗಳಿಗೆ ಪಡಿತರ ವಿತರಣೆ ಮಾಡಲಾಗುವುದು ಎಂದು ಅಧಿಕಾರಿಗಳು ತಿಳಿಸಿದ್ದಾರೆ. xyxy=(494,786,922,835)
news-text-3: ಮನೆ ಬಾಗಿಲು ಮುಂದೆ ನಿಲ್ಲಿಸಿದ್ದ ಬೈಕ್ ಕಳ್ಳತನವಾದ ಘಟನೆ ನಗರದಲ್ಲಿ ನಡೆದಿದೆ. ನಗರದ ಬಸವೇಶ್ವರ ನಗರದ ನಿವಾಸಿ ಮನೆಯ ಮುಂದೆ ನಿಲ್ಲಿಸಿದ್ದ ಸುಮಾರು 40 ಸಾವಿರ ರೂ. ಮೌಲ್ಯದ ಹೀರೋ ಸ್ಪ್ಲೆಂಡರ್ ಬೈಕ್ ಕಳವು ಮಾಡಲಾಗಿದೆ. ರಾತ್ರಿ ಮನೆ ಮುಂದೆ ಬೈಕ್ ನಿಲ್ಲಿಸಿ ಮಲಗಿದ್ದಾಗ ಕಳ್ಳರು ಕೃತ್ಯ ಎಸಗಿದ್ದಾರೆ. ಬೆಳಿಗ್ಗೆ ಎದ್ದು ನೋಡಿದಾಗ ಬೈಕ್ ಕಾಣದೇ ಇರುವುದು ಗಮನಕ್ಕೆ ಬಂದಿದೆ. ಈ ಕುರಿತು ಶಹರ ಪೊಲೀಸ್ ಠಾಣೆಯಲ್ಲಿ ಪ್ರಕರಣ ದಾಖಲಾಗಿದೆ. xyxy=(28,592,192,641)
news-title-2: ಸಚಿವರ ಪ್ರವಾಸ ಇಂದು xyxy=(76,406,144,416)
kirusuddi-banner xyxy=(28,98,192,128)
books-headline: ಪುಸ್ತಕಗಳೇ ನಮ್ಮ ವ್ಯಕ್ತಿತ್ವ ನಿರ್ಮಾಣದ ಶಿಲ್ಪಿಗಳು: ಜಿಲ್ಲಾಧಿಕಾರಿ xyxy=(28,1145,241,1158)
min-value: 22 xyxy=(568,46,597,71)
ration-headline: ತಾಂತ್ರಿಕ ದೋಷದಿಂದ ಪಡಿತರ ವಂಚಿತರಾದ ಫಲಾನುಭವಿಗಳು: ಆರೋಪ xyxy=(576,765,838,779)
cloud-sun-icon xyxy=(474,36,514,72)
farmers-dateline: ■ ಹಾವೇರಿ: xyxy=(208,456,241,463)
registration-marks-right xyxy=(828,1440,878,1450)
news-title-1: ಅಧ್ಯಕ್ಷರಾಗಿ ನೇಮಕ xyxy=(82,136,138,146)
brand-box xyxy=(712,32,912,78)
news-text-1: ಹಾವೇರಿ ನಗರ ಸಭೆಯ ಆಶ್ರಯ ಸಮಿತಿಗೆ ಅಧ್ಯಕ್ಷರಾಗಿ ಆಸ್ಕರ್ ಫರ್ನಾಂಡಿಸ್ ಮಂಡಳಿ ಅಧಿಕಾರಿಗಳು ಭೇಟಿ ನೀಡಿ ನೇಮಕ ಮಾಡಿ ಆದೇಶ ಹೊರಡಿಸಿದ್ದಾರೆ. ಈ ಮೊದಲು ಹಾವೇರಿ ನಗರ ಸಭೆಯ ಆಶ್ರಯ ಸಮಿತಿಗೆ ಅಧ್ಯಕ್ಷರಾಗಿ ಕರ್ನಾಟಕ ವಿಧಾನಸಭೆ ಉಪ ಸಭಾಧ್ಯಕ್ಷ ರುದ್ರಪ್ಪ ಲಮಾಣಿ ಅವರು ಒಂದು ವರ್ಷದ ಅವಧಿಗೆ ಸೇವೆ ಸಲ್ಲಿಸಿದ್ದರು. ಅವರ ಅಧಿಕಾರ ಅವಧಿ ಮುಗಿದ ಹಿನ್ನೆಲೆಯಲ್ಲಿ ಹೊಸ ಅಧ್ಯಕ್ಷರನ್ನು ನೇಮಕ ಮಾಡಲಾಗಿದೆ. ಈ ಕುರಿತು ನಗರಸಭೆ ಪೌರಾಯುಕ್ತರು ಆದೇಶ ಹೊರಡಿಸಿದ್ದು ಶೀಘ್ರದಲ್ಲೇ ಅಧಿಕಾರ ಸ್ವೀಕರಿಸಲಿದ್ದಾರೆ ಎಂದು ತಿಳಿಸಲಾಗಿದೆ. ನೂತನ ಅಧ್ಯಕ್ಷರಿಗೆ ಪಕ್ಷದ ಮುಖಂಡರು ಹಾಗೂ ಕಾರ್ಯಕರ್ತರು ಅಭಿನಂದನೆ ಸಲ್ಲಿಸಿದ್ದಾರೆ. ಸಮಿತಿಯ ಮೂಲಕ ವಸತಿ ರಹಿತರಿಗೆ ಸೂರು ಒದಗಿಸುವ ಕಾರ್ಯಕ್ಕೆ ಆದ್ಯತೆ ನೀಡಲಾಗುವುದು ಎಂದು ಅವರು ಹೇಳಿದ್ದಾರೆ. xyxy=(28,152,192,234)
kirusuddi-label: ಕಿರುಸುದ್ದಿ xyxy=(64,102,111,121)
health-board-number: 25 xyxy=(794,1228,834,1258)
farmers-sidebar xyxy=(460,342,664,754)
books-body-right: ಪುಸ್ತಕಗಳು ನಮ್ಮ ಜ್ಞಾನವನ್ನು ಹೆಚ್ಚಿಸುವ ಜೊತೆಗೆ ವ್ಯಕ್ತಿತ್ವ ನಿರ್ಮಾಣದ ಶಿಲ್ಪಿಗಳಾಗಿವೆ. ವಿದ್ಯಾರ್ಥಿಗಳು ಓದುವ ಹವ್ಯಾಸ ಬೆಳೆಸಿಕೊಳ್ಳಬೇಕು ಎಂದು ಜಿಲ್ಲಾಧಿಕಾರಿ ಹೇಳಿದರು. ನಗರದ ಜಿಲ್ಲಾ ಕೇಂದ್ರ ಗ್ರಂಥಾಲಯದಲ್ಲಿ ಆಯೋಜಿಸಿದ್ದ ಪುಸ್ತಕ ಪ್ರದರ್ಶನ ಕಾರ್ಯಕ್ರಮ ಉದ್ಘಾಟಿಸಿ ಮಾತನಾಡಿದ ಅವರು, ಡಿಜಿಟಲ್ ಯುಗದಲ್ಲಿ ಮೊಬೈಲ್ ಬಳಕೆ ಹೆಚ್ಚಾಗಿ ಓದುವ ಅಭ್ಯಾಸ ಕಡಿಮೆಯಾಗುತ್ತಿದೆ. ಪುಸ್ತಕಗಳು ಉತ್ತಮ ಸ್ನೇಹಿತರಿದ್ದಂತೆ. ಗ್ರಂಥಾಲಯಗಳು ಜ್ಞಾನ ದೇಗುಲಗಳಾಗಿವೆ. ಸ್ಪರ್ಧಾತ್ಮಕ ಪರೀಕ್ಷೆಗಳಿಗೆ ತಯಾರಿ ನಡೆಸುವ ಯುವಕರು ಗ್ರಂಥಾಲಯದ ಸದುಪಯೋಗ ಪಡೆದುಕೊಳ್ಳಬೇಕು ಎಂದರು. ಜಿಲ್ಲಾ ಗ್ರಂಥಾಲಯ ಅಧಿಕಾರಿ ಮಾತನಾಡಿ, ಗ್ರಂಥಾಲಯದಲ್ಲಿ ಸಾವಿರಾರು ಪುಸ್ತಕಗಳು ಲಭ್ಯವಿದ್ದು ಓದುಗರು ಸದುಪಯೋಗ ಪಡಿಸಿಕೊಳ್ಳಬೇಕು. ಸ್ಪರ್ಧಾತ್ಮಕ ಪರೀಕ್ಷೆಗಳ ಪುಸ್ತಕಗಳ ವಿಭಾಗ ತೆರೆಯಲಾಗಿದೆ ಎಂದರು. ಕಾರ್ಯಕ್ರಮದಲ್ಲಿ ಸಾಹಿತಿಗಳು, ಶಿಕ್ಷಕರು, ವಿದ್ಯಾರ್ಥಿಗಳು ಭಾಗವಹಿಸಿದ್ದರು. ಪ್ರದರ್ಶನದಲ್ಲಿ ವಿವಿಧ ಪ್ರಕಾಶಕರ ಪುಸ್ತಕಗಳನ್ನು ರಿಯಾಯಿತಿ ದರದಲ್ಲಿ ಮಾರಾಟಕ್ಕೆ ಇಡಲಾಗಿತ್ತು. ಭಾವ ಸಂಗಮ ಸಾಹಿತ್ಯ ವೇದಿಕೆ ವತಿಯಿಂದ ಕವಿಗೋಷ್ಠಿ ಆಯೋಜಿಸಲಾಗಿತ್ತು. ಯುವ ಕವಿಗಳು ಸ್ವರಚಿತ ಕವನ ವಾಚಿಸಿದರು. ಗಣ್ಯರನ್ನು ಸನ್ಮಾನಿಸಲಾಯಿತು. ಚಿಕ್ಕ ವಯಸ್ಸಿನಲ್ಲೇ ಮಕ್ಕಳಲ್ಲಿ ಓದುವ ಹವ್ಯಾಸ ಬೆಳೆಸಲು ಪಾಲಕರು ಪ್ರೋತ್ಸಾಹಿಸಬೇಕು. ಇ-ಗ್ರಂಥಾಲಯ ಸೇವೆಯನ್ನು ಸಹ ಬಳಸಿಕೊಳ್ಳಬಹುದು ಎಂದರು. xyxy=(204,1252,389,1425)
ration-dateline: ■ ಗುತ್ತಲ: xyxy=(494,786,518,793)
min-temp xyxy=(563,36,607,76)
news-body-4 xyxy=(28,754,192,1130)
page-number: ೧೩ xyxy=(752,59,770,78)
masthead xyxy=(0,0,945,90)
farmers-queue-photo xyxy=(208,342,454,452)
farmers-text: ಮೆಕ್ಕೆಜೋಳ ಬೆಳೆಗೆ ಮಾರಕವಾಗಿರುವ ಮುಳ್ಳುಸಜ್ಜೆ ಕಳೆ ನಿವಾರಣೆಗಾಗಿ ಬಿಡುಗಡೆಯಾಗಿರುವ ಹೊಸ ಕಳೆನಾಶಕ ಔಷಧ ಖರೀದಿಗೆ ರೈತರು ಮುಗಿಬಿದ್ದ ಘಟನೆ ನಗರದಲ್ಲಿ ನಡೆಯಿತು. ನಗರದ ಹಾನಗಲ್ಲ ರಸ್ತೆಯಲ್ಲಿರುವ ಶ್ರೀನಿವಾಸ ಆಗ್ರೋ ಸೆಂಟರ್ ಮುಂದೆ ಬೆಳಿಗ್ಗೆಯಿಂದಲೇ ನೂರಾರು ರೈತರು ಸರತಿ ಸಾಲಿನಲ್ಲಿ ನಿಂತು ಔಷಧ ಖರೀದಿಸಿದರು. ಕಳೆದ ಕೆಲ ವರ್ಷಗಳಿಂದ ಮುಳ್ಳುಸಜ್ಜೆ ಕಳೆಯು ಮೆಕ್ಕೆಜೋಳ ಬೆಳೆಯ ಇಳುವರಿಯನ್ನು ಗಣನೀಯವಾಗಿ ಕಡಿಮೆ ಮಾಡುತ್ತಿದೆ. ಇದರ ನಿಯಂತ್ರಣಕ್ಕೆ ಸೂಕ್ತ ಔಷಧ ಲಭ್ಯವಿಲ್ಲದೆ ರೈತರು ಕಂಗಾಲಾಗಿದ್ದರು. ಇದೀಗ ಹೊಸ ಔಷಧ ಮಾರುಕಟ್ಟೆಗೆ ಬಂದಿದ್ದು, ಪರಿಣಾಮಕಾರಿಯಾಗಿದೆ ಎಂಬ ಮಾಹಿತಿ ಹರಡುತ್ತಿದ್ದಂತೆ ರೈತರು ಖರೀದಿಗೆ ಮುಂದಾಗಿದ್ದಾರೆ. ಜಿಲ್ಲೆಯ ವಿವಿಧ ತಾಲೂಕುಗಳಿಂದ ಆಗಮಿಸಿದ ರೈತರು ಗಂಟೆಗಟ್ಟಲೆ ಕಾದು ಔಷಧ ಪಡೆದರು. ಕೆಲವರು ಸಿಗದೇ ನಿರಾಸೆಯಿಂದ ಮರಳಿದರು. ಸ್ಥಳದಲ್ಲಿ ಪೊಲೀಸರು ಬಂದೋಬಸ್ತ್ ಕೈಗೊಂಡಿದ್ದರು. ಕೃಷಿ ಇಲಾಖೆ ಅಧಿಕಾರಿಗಳು ಸ್ಥಳಕ್ಕೆ ಭೇಟಿ ನೀಡಿ ಪರಿಸ್ಥಿತಿ ಪರಿಶೀಲಿಸಿದರು. ರೈತರಿಗೆ ಅಗತ್ಯ ಪ್ರಮಾಣದಲ್ಲಿ ಔಷಧ ಪೂರೈಕೆ ಮಾಡುವಂತೆ ಕಂಪನಿಗೆ ಸೂಚನೆ ನೀಡಲಾಗಿದೆ ಎಂದು ತಿಳಿಸಿದರು. ಔಷಧ ಬಳಕೆಯ ವಿಧಾನ, ಪ್ರಮಾಣದ ಬಗ್ಗೆ ರೈತರಿಗೆ ಮಾಹಿತಿ ನೀಡಲಾಯಿತು. ಅಂಗಡಿ ಮಾಲೀಕರು ಪ್ರತಿಯೊಬ್ಬ ರೈತನಿಗೆ ಸೀಮಿತ ಪ್ರಮಾಣದಲ್ಲಿ ಔಷಧ ವಿತರಿಸಿದರು. ಮುಂದಿನ ದಿನಗಳಲ್ಲಿ ಹೆಚ್ಚಿನ ದಾಸ್ತಾನು ತರಿಸಲಾಗುವುದು ಎಂದು ಭರವಸೆ ನೀಡಿದರು. ರೈತ ಸಂಘದ ಮುಖಂಡರು ಮಾತನಾಡಿ, ಸರ್ಕಾರ ರಿಯಾಯಿತಿ ದರದಲ್ಲಿ ಔಷಧ ವಿತರಿಸಬೇಕು ಎಂದು ಒತ್ತಾಯಿಸಿದರು. ಈ ಸಂದರ್ಭದಲ್ಲಿ ಕೃಷಿ ಇಲಾಖೆ ಸಹಾಯಕ ನಿರ್ದೇಶಕರು ಹಾಗೂ ಸಿಬ್ಬಂದಿ ಉಪಸ್ಥಿತರಿದ್ದರು. xyxy=(208,456,454,571)
divider-1 xyxy=(204,304,666,305)
udyoga-text: ಮಹಾತ್ಮ ಗಾಂಧಿ ರಾಷ್ಟ್ರೀಯ ಗ್ರಾಮೀಣ ಉದ್ಯೋಗ ಖಾತ್ರಿ ಯೋಜನೆಯ ವಿವಿಧ ಸೌಲಭ್ಯಗಳನ್ನು ಪಡೆದುಕೊಂಡು ಗ್ರಾಮೀಣ ಜನರು ಆರ್ಥಿಕವಾಗಿ ಸದೃಢರಾಗಬೇಕು ಎಂದು ಶಾಸಕ ಬಸವರಾಜ ಶಿವಣ್ಣನವರ ಹೇಳಿದರು. ತಾಲೂಕು ಪಂಚಾಯತ್ ಸಭಾಭವನದಲ್ಲಿ ಆಯೋಜಿಸಿದ್ದ ಕಾಯಕ ಬಂಧುಗಳ ಕಾರ್ಯಾಗಾರ ಉದ್ಘಾಟಿಸಿ ಮಾತನಾಡಿದ ಅವರು, ಯೋಜನೆಯಡಿ ಕೃಷಿ ಹೊಂಡ, ಬದು ನಿರ್ಮಾಣ, ದನದ ಕೊಟ್ಟಿಗೆ, ಕುರಿ ಶೆಡ್ ನಿರ್ಮಾಣ ಸೇರಿದಂತೆ ವೈಯಕ್ತಿಕ ಕಾಮಗಾರಿಗಳನ್ನು ಕೈಗೊಳ್ಳಲು ಅವಕಾಶವಿದೆ. ಕೂಲಿಕಾರರಿಗೆ 100 ದಿನಗಳ ಉದ್ಯೋಗ ಖಾತ್ರಿ ನೀಡಲಾಗುತ್ತಿದೆ. ಮಹಿಳೆಯರು ಹೆಚ್ಚಿನ ಸಂಖ್ಯೆಯಲ್ಲಿ ಭಾಗವಹಿಸಬೇಕು. ಕಾಯಕ ಬಂಧುಗಳು ಗ್ರಾಮೀಣ ಜನರಿಗೆ ಯೋಜನೆಯ ಮಾಹಿತಿ ತಲುಪಿಸಬೇಕು. ಬ್ಯಾಡಗಿ ತಾಲೂಕಿನಲ್ಲಿ ಯೋಜನೆಯಡಿ ಉತ್ತಮ ಪ್ರಗತಿ ಸಾಧಿಸಲಾಗಿದೆ ಎಂದರು. ತಾಪಂ ಇಒ ಮಾತನಾಡಿ, ಪ್ರಸಕ್ತ ಸಾಲಿನಲ್ಲಿ ತಾಲೂಕಿನ 21 ಗ್ರಾಮ ಪಂಚಾಯತ್‌ಗಳಲ್ಲಿ 279 ಕಾಯಕ ಬಂಧುಗಳನ್ನು ನೇಮಿಸಲಾಗಿದೆ. ನರೇಗಾ ಅನುಷ್ಠಾನದಲ್ಲಿ ಕಾಯಕ ಬಂಧುಗಳ ಪಾತ್ರ ಮಹತ್ವದ್ದಾಗಿದೆ ಎಂದರು. ಕಾರ್ಯಕ್ರಮದಲ್ಲಿ ಸಹಾಯಕ ನಿರ್ದೇಶಕರು, ತಾಲೂಕು ತಾಂತ್ರಿಕ ಸಂಯೋಜಕರು, ಐಇಸಿ ಸಂಯೋಜಕರು ಸೇರಿದಂತೆ ಸಿಬ್ಬಂದಿ ಹಾಗೂ ಕಾಯಕ ಬಂಧುಗಳು ಉಪಸ್ಥಿತರಿದ್ದರು. xyxy=(494,926,730,1016)
book-exhibition-photo xyxy=(204,1166,326,1248)
mohan-headline: ಕೈಗೆಟುಕುವ ದರದಲ್ಲಿ ಆರೋಗ್ಯ ಸೇವೆ: ಮೋಹನ್ ಶೆಟ್ಟಿ xyxy=(639,1145,847,1159)
hand-point-icon xyxy=(32,99,60,127)
mohan-text: ಗ್ರಾಮೀಣ ಪ್ರದೇಶದ ಜನರಿಗೆ ಕೈಗೆಟುಕುವ ದರದಲ್ಲಿ ಗುಣಮಟ್ಟದ ಆರೋಗ್ಯ ಸೇವೆ ಒದಗಿಸುವ ಉದ್ದೇಶದಿಂದ ಆರೋಗ್ಯ ರಕ್ಷಾ ಯೋಜನೆ ಜಾರಿಗೊಳಿಸಲಾಗಿದೆ ಎಂದು ಸಂಸ್ಥೆಯ ಅಧ್ಯಕ್ಷ ಮೋಹನ್ ಶೆಟ್ಟಿ ಹೇಳಿದರು. ನಗರದ ಖಾಸಗಿ ಸಭಾಭವನದಲ್ಲಿ ಆಯೋಜಿಸಿದ್ದ ಆರೋಗ್ಯ ಕಾರ್ಡ್ ವಿತರಣಾ ಕಾರ್ಯಕ್ರಮದಲ್ಲಿ ಮಾತನಾಡಿದ ಅವರು, 2025ರ ಯೋಜನೆಯಡಿ ಸದಸ್ಯರಿಗೆ ವಿವಿಧ ಆಸ್ಪತ್ರೆಗಳಲ್ಲಿ ರಿಯಾಯಿತಿ ದರದಲ್ಲಿ ಚಿಕಿತ್ಸೆ ದೊರೆಯಲಿದೆ. 25 ವರ್ಷಗಳಿಂದ ಸಂಸ್ಥೆ ಸೇವೆ ಸಲ್ಲಿಸುತ್ತಿದ್ದು, 2000ಕ್ಕೂ ಹೆಚ್ಚು ಕುಟುಂಬಗಳು ಯೋಜನೆಯ ಲಾಭ ಪಡೆದಿವೆ. ವಾರ್ಷಿಕ ಕೇವಲ ರೂ.350 ಪಾವತಿಸಿ ಸದಸ್ಯರಾಗಬಹುದು. ಯೋಜನೆಯಡಿ 1.25 ಲಕ್ಷ ರೂ.ವರೆಗೆ ಚಿಕಿತ್ಸಾ ವೆಚ್ಚ ಭರಿಸಲಾಗುವುದು. ರೂ.700 ಮತ್ತು ರೂ.950 ಸೇರಿದಂತೆ ವಿವಿಧ ಪ್ಯಾಕೇಜ್‌ಗಳು ಲಭ್ಯವಿವೆ. 4 ವರ್ಷದೊಳಗಿನ ಮಕ್ಕಳಿಗೆ ಉಚಿತ ಸದಸ್ಯತ್ವ ನೀಡಲಾಗುತ್ತಿದೆ. ರೂ.600 ಪಾವತಿಸಿದರೆ ಕುಟುಂಬದ ಎಲ್ಲರಿಗೂ ಸೌಲಭ್ಯ ಸಿಗಲಿದೆ. ರೂ.1100 ಪ್ಯಾಕೇಜ್‌ನಲ್ಲಿ ಹೆಚ್ಚುವರಿ ಸೌಲಭ್ಯಗಳಿವೆ ಎಂದರು. ಕಾರ್ಯಕ್ರಮದಲ್ಲಿ ವೈದ್ಯರು, ಸಂಸ್ಥೆಯ ಪದಾಧಿಕಾರಿಗಳು ಹಾಗೂ ಸದಸ್ಯರು ಉಪಸ್ಥಿತರಿದ್ದರು. ಫಲಾನುಭವಿಗಳಿಗೆ ಆರೋಗ್ಯ ಕಾರ್ಡ್ ವಿತರಿಸಲಾಯಿತು. ಗ್ರಾಮೀಣ ಭಾಗದ ಜನರು ಯೋಜನೆಯ ಸದುಪಯೋಗ ಪಡೆದುಕೊಳ್ಳಬೇಕು ಎಂದು ಮನವಿ ಮಾಡಿದರು. xyxy=(566,1166,668,1373)
quote-text: ನಾನು ಕೊಟ್ಟಿದ್ದ ಡಿಜಿಟಿ ರೈತರಿಗೆ ಆಹುತಿಯ ಅಗತ್ಯವಿಲ್ಲ, ಮಾರುಕಟ್ಟೆಗೆ ಬಂದ ಹೊಸ ಔಷಧ ಪರಿಣಾಮಕಾರಿಯಾಗಿದೆ. ಗುಣಮಟ್ಟದ ಔಷಧಿಯನ್ನು ಕೃಷಿ ಇಲಾಖೆ ಪರವಾನಗಿ ಪಡೆದು ಮಾರಾಟ ಮಾಡಲಾಗುತ್ತಿದೆ. xyxy=(498,618,659,646)
max-temp xyxy=(518,36,562,76)
mohan-dateline: ■ ರಾಣೇಬೆನ್ನೂರು: xyxy=(566,1166,609,1173)
